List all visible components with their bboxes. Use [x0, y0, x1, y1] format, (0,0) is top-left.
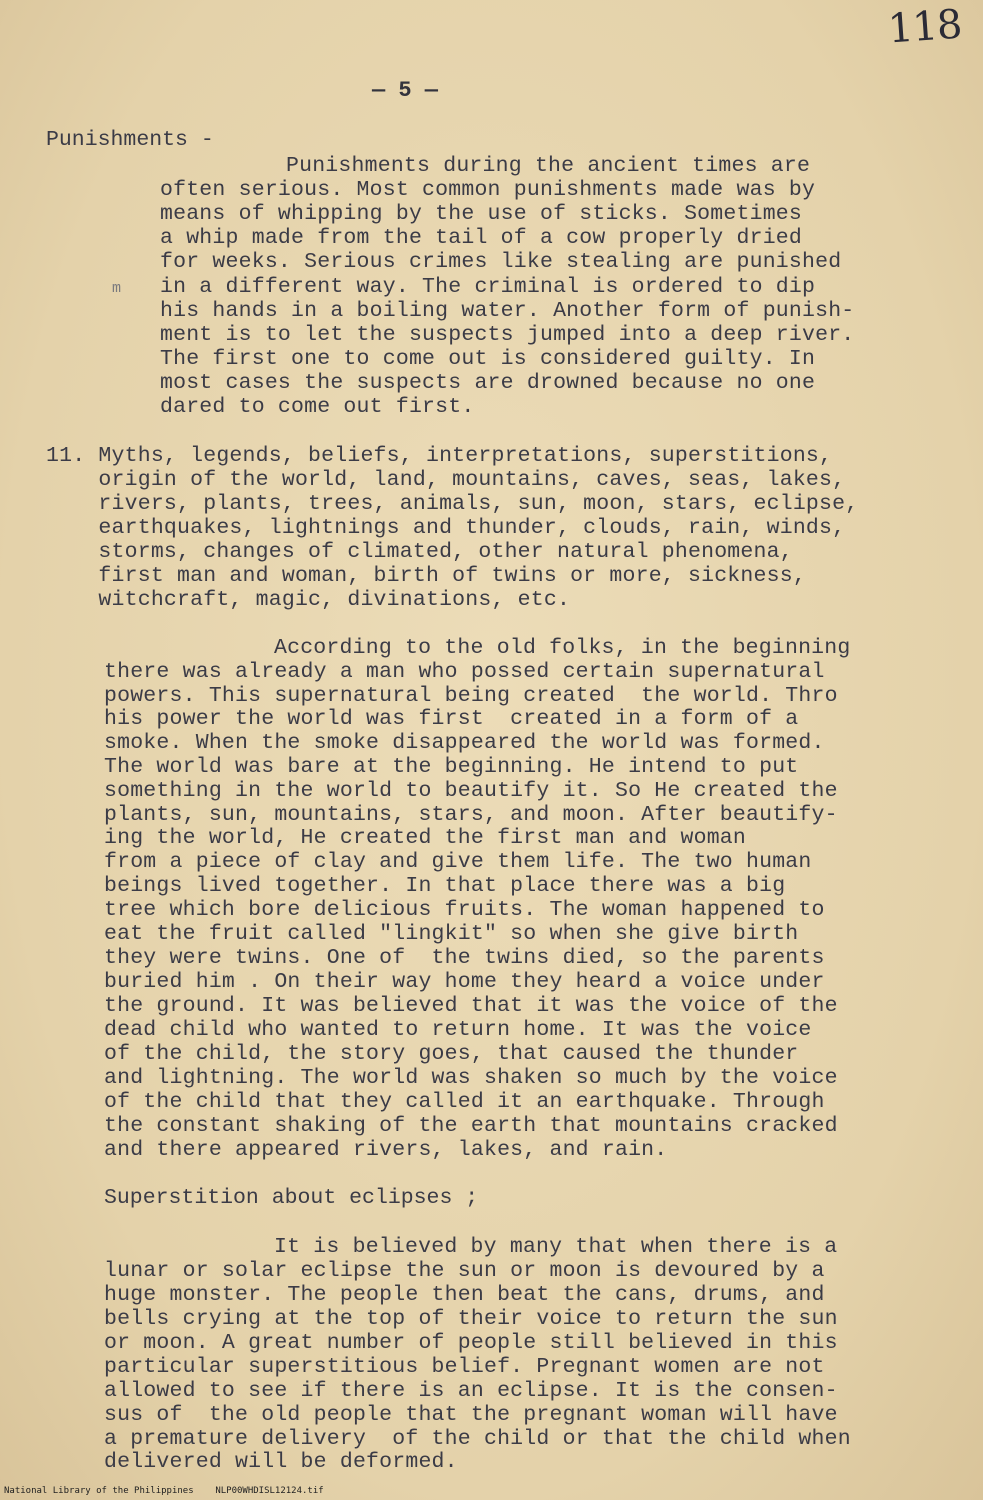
- text-line: a whip made from the tail of a cow properly dried: [160, 226, 803, 250]
- text-line: often serious. Most common punishments made was by: [160, 178, 816, 202]
- eclipse-heading: Superstition about eclipses ;: [104, 1186, 479, 1210]
- text-line: most cases the suspects are drowned because no one: [160, 371, 816, 395]
- text-line: eat the fruit called "lingkit" so when she give birth: [104, 922, 799, 946]
- text-line: bells crying at the top of their voice to return the sun: [104, 1307, 838, 1331]
- margin-mark: m: [112, 280, 122, 297]
- text-line: means of whipping by the use of sticks. Sometimes: [160, 202, 803, 226]
- text-line: the ground. It was believed that it was the voice of the: [104, 994, 838, 1018]
- text-line: ing the world, He created the first man and woman: [104, 826, 747, 850]
- text-line: It is believed by many that when there is a: [274, 1235, 838, 1259]
- text-line: his power the world was first created in a form of a: [104, 707, 799, 731]
- text-line: allowed to see if there is an eclipse. It is the consen-: [104, 1379, 838, 1403]
- punishments-heading: Punishments -: [46, 128, 214, 152]
- text-line: ment is to let the suspects jumped into a deep river.: [160, 323, 855, 347]
- text-line: his hands in a boiling water. Another form of punish-: [160, 299, 855, 323]
- item-11-line: first man and woman, birth of twins or more, sickness,: [46, 564, 806, 588]
- page-number: — 5 —: [372, 78, 439, 103]
- item-11-line: 11. Myths, legends, beliefs, interpretations, superstitions,: [46, 444, 833, 468]
- text-line: beings lived together. In that place there was a big: [104, 874, 786, 898]
- item-11-line: origin of the world, land, mountains, caves, seas, lakes,: [46, 468, 846, 492]
- text-line: and there appeared rivers, lakes, and rain.: [104, 1138, 668, 1162]
- text-line: powers. This supernatural being created the world. Thro: [104, 684, 838, 708]
- text-line: delivered will be deformed.: [104, 1450, 458, 1474]
- text-line: from a piece of clay and give them life. The two human: [104, 850, 812, 874]
- text-line: plants, sun, mountains, stars, and moon. After beautify-: [104, 803, 838, 827]
- text-line: they were twins. One of the twins died, so the parents: [104, 946, 825, 970]
- text-line: of the child that they called it an earthquake. Through: [104, 1090, 825, 1114]
- text-line: of the child, the story goes, that caused the thunder: [104, 1042, 799, 1066]
- text-line: The world was bare at the beginning. He intend to put: [104, 755, 799, 779]
- text-line: huge monster. The people then beat the cans, drums, and: [104, 1283, 825, 1307]
- text-line: smoke. When the smoke disappeared the world was formed.: [104, 731, 825, 755]
- text-line: and lightning. The world was shaken so much by the voice: [104, 1066, 838, 1090]
- text-line: dared to come out first.: [160, 395, 475, 419]
- text-line: there was already a man who possed certain supernatural: [104, 660, 825, 684]
- text-line: tree which bore delicious fruits. The woman happened to: [104, 898, 825, 922]
- text-line: dead child who wanted to return home. It was the voice: [104, 1018, 812, 1042]
- archive-footer: National Library of the Philippines NLP00WHDISL12124.tif: [4, 1486, 324, 1496]
- text-line: particular superstitious belief. Pregnant women are not: [104, 1355, 825, 1379]
- text-line: a premature delivery of the child or that the child when: [104, 1427, 851, 1451]
- item-11-line: storms, changes of climated, other natural phenomena,: [46, 540, 793, 564]
- text-line: buried him . On their way home they heard a voice under: [104, 970, 825, 994]
- handwritten-page-annotation: 118: [886, 1, 963, 53]
- text-line: sus of the old people that the pregnant woman will have: [104, 1403, 838, 1427]
- text-line: The first one to come out is considered guilty. In: [160, 347, 816, 371]
- text-line: something in the world to beautify it. So He created the: [104, 779, 838, 803]
- text-line: Punishments during the ancient times are: [286, 154, 811, 178]
- text-line: lunar or solar eclipse the sun or moon is devoured by a: [104, 1259, 825, 1283]
- text-line: in a different way. The criminal is ordered to dip: [160, 275, 816, 299]
- item-11-line: rivers, plants, trees, animals, sun, moon, stars, eclipse,: [46, 492, 859, 516]
- item-11-line: witchcraft, magic, divinations, etc.: [46, 588, 571, 612]
- text-line: or moon. A great number of people still believed in this: [104, 1331, 838, 1355]
- text-line: for weeks. Serious crimes like stealing are punished: [160, 250, 842, 274]
- text-line: According to the old folks, in the beginning: [274, 636, 851, 660]
- text-line: the constant shaking of the earth that mountains cracked: [104, 1114, 838, 1138]
- item-11-line: earthquakes, lightnings and thunder, clouds, rain, winds,: [46, 516, 846, 540]
